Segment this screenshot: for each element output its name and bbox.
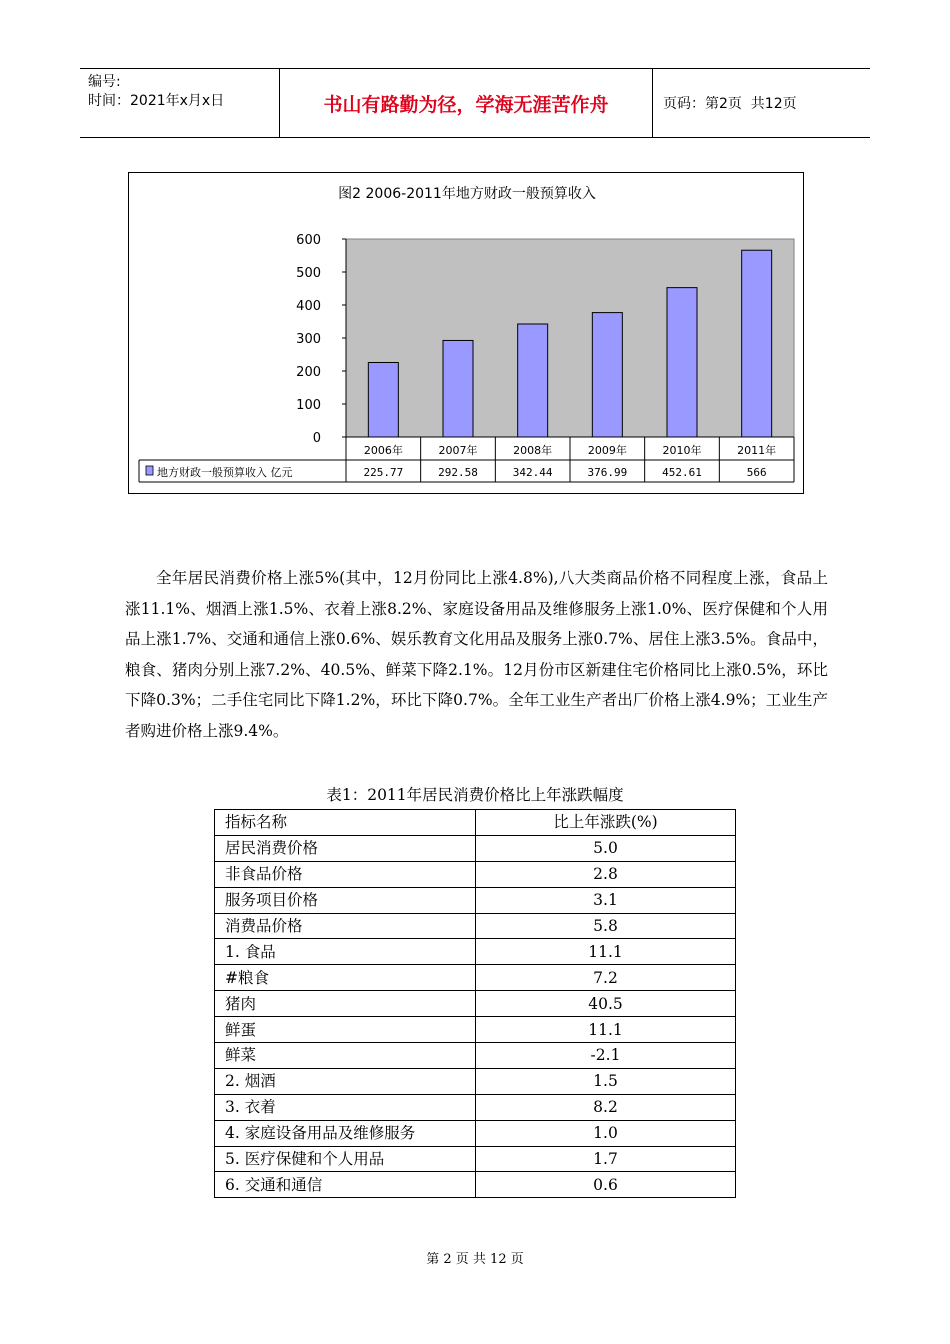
data-value-label: 225.77 <box>363 466 404 479</box>
table-row <box>215 1017 736 1043</box>
table-row <box>215 835 736 861</box>
data-value-label: 342.44 <box>512 466 553 479</box>
category-label: 2008年 <box>513 444 553 457</box>
table-header-row <box>215 810 736 836</box>
table-row <box>215 887 736 913</box>
body-paragraph <box>125 563 828 746</box>
bar <box>742 250 772 437</box>
category-label: 2006年 <box>363 444 403 457</box>
indicator-name: 4. 家庭设备用品及维修服务 <box>215 1120 476 1146</box>
y-tick-label: 400 <box>296 299 321 314</box>
change-value: 2.8 <box>476 861 736 887</box>
indicator-name: 6. 交通和通信 <box>215 1172 476 1198</box>
change-value: 8.2 <box>476 1094 736 1120</box>
indicator-name: 非食品价格 <box>215 861 476 887</box>
table-row <box>215 939 736 965</box>
data-value-label: 452.61 <box>662 466 702 479</box>
change-value: 40.5 <box>476 991 736 1017</box>
cpi-table <box>214 809 736 1198</box>
table-row <box>215 965 736 991</box>
data-value-label: 292.58 <box>438 466 478 479</box>
paragraph-text: 全年居民消费价格上涨5%(其中，12月份同比上涨4.8%),八大类商品价格不同程度上涨，食品上涨11.1%、烟酒上涨1.5%、衣着上涨8.2%、家庭设备用品及维修服务上涨1.0%、医疗保健和个人用品上涨1.7%、交通和通信上涨0.6%、娱乐教育文化用品及服务上涨0.7%、居住上涨3.5%。食品中，粮食、猪肉分别上涨7.2%、40.5%、鲜菜下降2.1%。12月份市区新建住宅价格同比上涨0.5%，环比下降0.3%；二手住宅同比下降1.2%，环比下降0.7%。全年工业生产者出厂价格上涨4.9%；工业生产者购进价格上涨9.4%。 <box>125 569 828 740</box>
change-value: 0.6 <box>476 1172 736 1198</box>
indicator-name: 5. 医疗保健和个人用品 <box>215 1146 476 1172</box>
data-value-label: 566 <box>746 466 767 479</box>
indicator-name: 消费品价格 <box>215 913 476 939</box>
page-footer: 第 2 页 共 12 页 <box>426 1252 524 1267</box>
y-tick-label: 0 <box>312 431 321 446</box>
table-row <box>215 1068 736 1094</box>
indicator-name: 居民消费价格 <box>215 835 476 861</box>
indicator-name: 服务项目价格 <box>215 887 476 913</box>
number-label: 编号: <box>88 74 121 90</box>
y-tick-label: 500 <box>296 266 321 281</box>
indicator-name: 鲜蛋 <box>215 1017 476 1043</box>
revenue-chart <box>128 172 804 494</box>
header-left-cell <box>80 69 280 137</box>
motto: 书山有路勤为径，学海无涯苦作舟 <box>280 69 653 137</box>
date-label: 时间：2021年x月x日 <box>88 93 225 109</box>
legend-label: 地方财政一般预算收入 亿元 <box>157 466 293 479</box>
change-value: 1.0 <box>476 1120 736 1146</box>
table-row <box>215 913 736 939</box>
category-label: 2010年 <box>662 444 702 457</box>
indicator-name: 3. 衣着 <box>215 1094 476 1120</box>
indicator-name: 鲜菜 <box>215 1043 476 1069</box>
indicator-name: #粮食 <box>215 965 476 991</box>
table-row <box>215 991 736 1017</box>
change-value: 5.0 <box>476 835 736 861</box>
table-row <box>215 1120 736 1146</box>
table-row <box>215 1146 736 1172</box>
change-value: 11.1 <box>476 1017 736 1043</box>
change-value: 7.2 <box>476 965 736 991</box>
y-tick-label: 600 <box>296 233 321 248</box>
change-value: 3.1 <box>476 887 736 913</box>
table-row <box>215 1172 736 1198</box>
header-change: 比上年涨跌(%) <box>476 810 736 836</box>
header-indicator: 指标名称 <box>215 810 476 836</box>
change-value: 1.5 <box>476 1068 736 1094</box>
bar <box>368 362 398 437</box>
chart-title: 图2 2006-2011年地方财政一般预算收入 <box>338 186 596 202</box>
table-caption: 表1：2011年居民消费价格比上年涨跌幅度 <box>326 786 624 804</box>
change-value: 1.7 <box>476 1146 736 1172</box>
bar <box>443 340 473 437</box>
table-row <box>215 1043 736 1069</box>
change-value: 11.1 <box>476 939 736 965</box>
page-header <box>80 68 870 138</box>
bar <box>518 324 548 437</box>
indicator-name: 1. 食品 <box>215 939 476 965</box>
legend-swatch <box>146 466 153 475</box>
y-tick-label: 100 <box>296 398 321 413</box>
category-label: 2009年 <box>587 444 627 457</box>
page-info-cell <box>653 69 870 137</box>
indicator-name: 2. 烟酒 <box>215 1068 476 1094</box>
change-value: -2.1 <box>476 1043 736 1069</box>
bar <box>667 288 697 437</box>
category-label: 2011年 <box>737 444 777 457</box>
change-value: 5.8 <box>476 913 736 939</box>
y-tick-label: 300 <box>296 332 321 347</box>
bar <box>592 313 622 437</box>
indicator-name: 猪肉 <box>215 991 476 1017</box>
table-row <box>215 861 736 887</box>
table-row <box>215 1094 736 1120</box>
data-value-label: 376.99 <box>587 466 628 479</box>
chart-svg <box>129 173 805 495</box>
page-info: 页码：第2页 共12页 <box>663 96 797 112</box>
y-tick-label: 200 <box>296 365 321 380</box>
category-label: 2007年 <box>438 444 478 457</box>
plot-area <box>346 239 794 437</box>
